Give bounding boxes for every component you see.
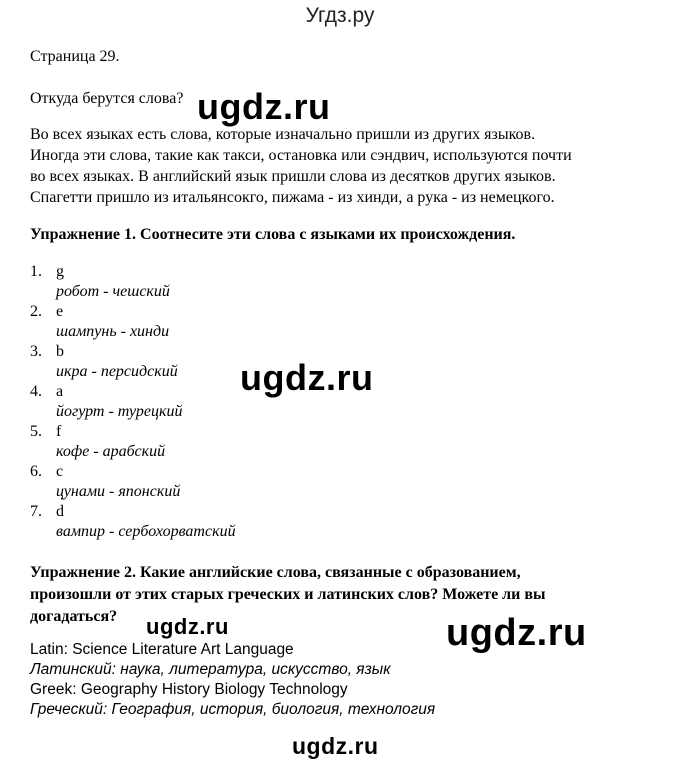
greek-translation: Греческий: География, история, биология, технология <box>30 701 436 718</box>
watermark: ugdz.ru <box>446 612 587 654</box>
intro-line: Спагетти пришло из итальянсокго, пижама - из хинди, а рука - из немецкого. <box>30 189 555 206</box>
intro-line: Во всех языках есть слова, которые изначально пришли из других языков. <box>30 126 536 143</box>
item-number: 3. <box>30 343 42 360</box>
latin-line: Latin: Science Literature Art Language <box>30 641 294 658</box>
item-answer: c <box>56 463 64 480</box>
exercise2-heading-line: Упражнение 2. Какие английские слова, связанные с образованием, <box>30 564 521 581</box>
exercise1-heading: Упражнение 1. Соотнесите эти слова с языками их происхождения. <box>30 226 516 243</box>
item-translation: шампунь - хинди <box>56 323 170 340</box>
item-translation: цунами - японский <box>56 483 181 500</box>
item-number: 5. <box>30 423 42 440</box>
intro-line: во всех языках. В английский язык пришли слова из десятков других языков. <box>30 168 556 185</box>
page-label: Страница 29. <box>30 48 120 65</box>
watermark: ugdz.ru <box>197 86 331 127</box>
greek-line: Greek: Geography History Biology Technology <box>30 681 348 698</box>
question-heading: Откуда берутся слова? <box>30 90 184 107</box>
item-answer: e <box>56 303 64 320</box>
item-number: 2. <box>30 303 42 320</box>
item-translation: йогурт - турецкий <box>56 403 183 420</box>
intro-line: Иногда эти слова, такие как такси, остановка или сэндвич, используются почти <box>30 147 572 164</box>
watermark: ugdz.ru <box>292 733 379 759</box>
item-translation: икра - персидский <box>56 363 178 380</box>
latin-translation: Латинский: наука, литература, искусство, язык <box>30 661 391 678</box>
item-answer: f <box>56 423 62 440</box>
exercise2-heading-line: произошли от этих старых греческих и латинских слов? Можете ли вы <box>30 586 546 603</box>
item-number: 6. <box>30 463 42 480</box>
item-answer: d <box>56 503 64 520</box>
site-title: Угдз.ру <box>305 4 375 27</box>
item-translation: вампир - сербохорватский <box>56 523 236 540</box>
item-number: 1. <box>30 263 42 280</box>
item-answer: b <box>56 343 64 360</box>
exercise2-heading-line: догадаться? <box>30 608 118 625</box>
item-answer: a <box>56 383 64 400</box>
item-answer: g <box>56 263 64 280</box>
item-translation: кофе - арабский <box>56 443 166 460</box>
item-number: 4. <box>30 383 42 400</box>
item-number: 7. <box>30 503 42 520</box>
intro-paragraph <box>30 124 572 208</box>
item-translation: робот - чешский <box>56 283 170 300</box>
watermark: ugdz.ru <box>146 614 229 639</box>
watermark: ugdz.ru <box>240 357 374 398</box>
